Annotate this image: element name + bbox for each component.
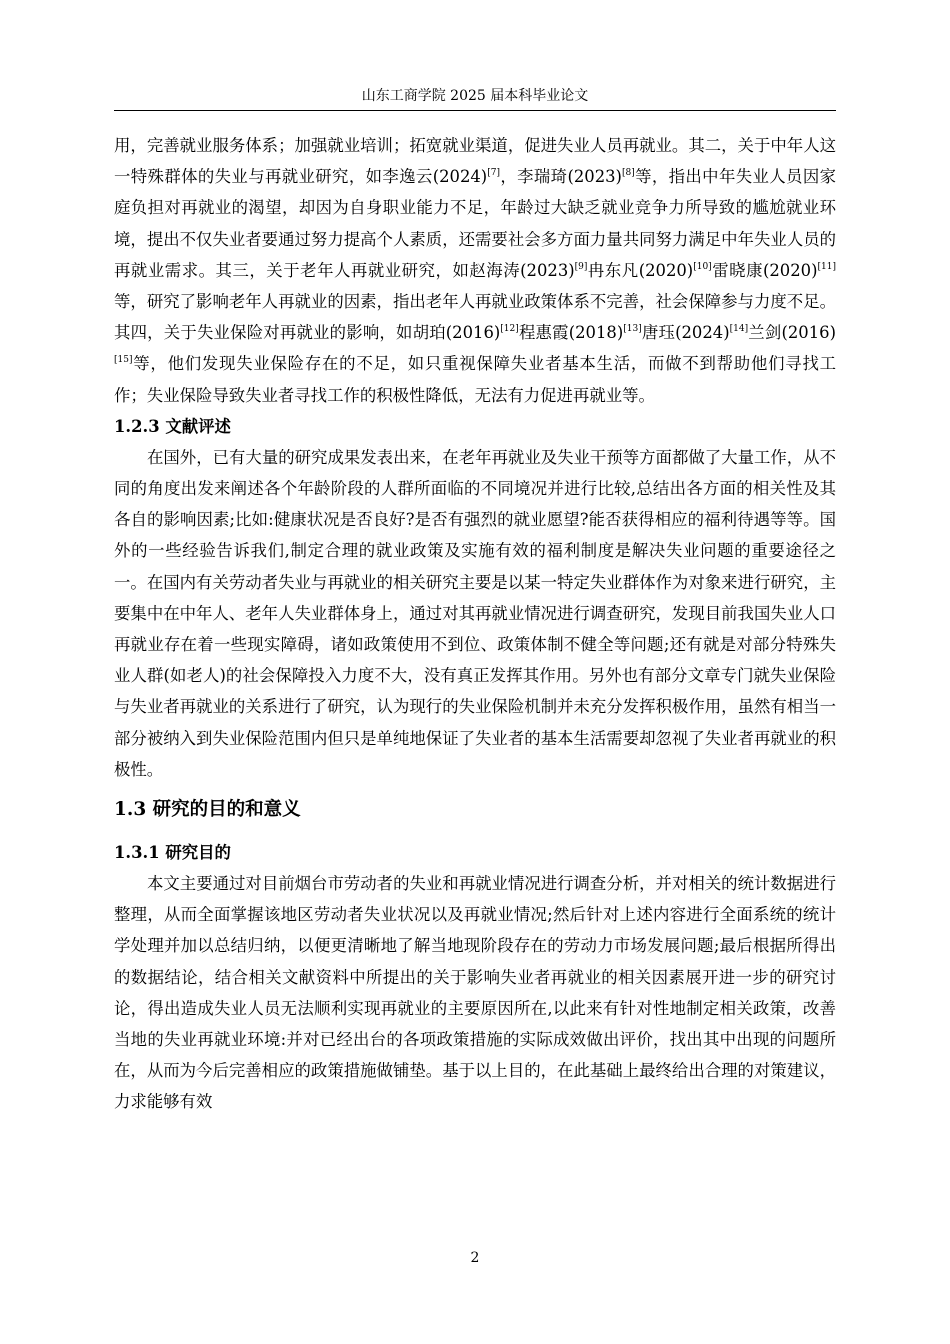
citation-ref: [8]	[621, 168, 635, 179]
research-purpose-paragraph: 本文主要通过对目前烟台市劳动者的失业和再就业情况进行调查分析，并对相关的统计数据进行整理，从而全面掌握该地区劳动者失业状况以及再就业情况;然后针对上述内容进行全面系统的统计学处理并加以总结归纳，以便更清晰地了解当地现阶段存在的劳动力市场发展问题;最后根据所得出的数据结论，结合相关文献资料中所提出的关于影响失业者再就业的相关因素展开进一步的研究讨论，得出造成失业人员无法顺利实现再就业的主要原因所在,以此来有针对性地制定相关政策，改善当地的失业再就业环境:并对已经出台的各项政策措施的实际成效做出评价，找出其中出现的问题所在，从而为今后完善相应的政策措施做铺垫。基于以上目的，在此基础上最终给出合理的对策建议，力求能够有效	[114, 874, 836, 1112]
citation-ref: [15]	[114, 355, 133, 366]
citation-ref: [9]	[574, 261, 588, 272]
citation-ref: [7]	[487, 168, 500, 179]
section-heading-1-2-3: 1.2.3 文献评述	[114, 416, 231, 436]
header-title: 山东工商学院 2025 届本科毕业论文	[361, 88, 589, 104]
text-run: 用，完善就业服务体系；加强就业培训；拓宽就业渠道，促进失业人员再就业。其二，关于中年人这一特殊群体的失业与再就业研究，如李逸云(2024)	[114, 136, 836, 187]
text-run: 等，他们发现失业保险存在的不足，如只重视保障失业者基本生活，而做不到帮助他们寻找工作；失业保险导致失业者寻找工作的积极性降低，无法有力促进再就业等。	[114, 354, 836, 405]
literature-review-paragraph: 在国外，已有大量的研究成果发表出来，在老年再就业及失业干预等方面都做了大量工作，从不同的角度出发来阐述各个年龄阶段的人群所面临的不同境况并进行比较,总结出各方面的相关性及其各自的影响因素;比如:健康状况是否良好?是否有强烈的就业愿望?能否获得相应的福利待遇等等。国外的一些经验告诉我们,制定合理的就业政策及实施有效的福利制度是解决失业问题的重要途径之一。在国内有关劳动者失业与再就业的相关研究主要是以某一特定失业群体作为对象来进行研究，主要集中在中年人、老年人失业群体身上，通过对其再就业情况进行调查研究，发现目前我国失业人口再就业存在着一些现实障碍，诸如政策使用不到位、政策体制不健全等问题;还有就是对部分特殊失业人群(如老人)的社会保障投入力度不大，没有真正发挥其作用。另外也有部分文章专门就失业保险与失业者再就业的关系进行了研究，认为现行的失业保险机制并未充分发挥积极作用，虽然有相当一部分被纳入到失业保险范围内但只是单纯地保证了失业者的基本生活需要却忽视了失业者再就业的积极性。	[114, 447, 836, 779]
text-run: 唐珏(2024)	[641, 323, 730, 343]
citation-ref: [11]	[817, 261, 836, 272]
continued-paragraph	[114, 130, 836, 411]
section-heading-1-3-1: 1.3.1 研究目的	[114, 843, 231, 863]
page-footer	[0, 1250, 950, 1266]
text-run: 等，研究了影响老年人再就业的因素，指出老年人再就业政策体系不完善，社会保障参与力度不足。其四，关于失业保险对再就业的影响，如胡珀(2016)	[114, 292, 836, 343]
citation-ref: [10]	[693, 261, 712, 272]
text-run: 程惠霞(2018)	[518, 323, 624, 343]
text-run: 等，指出中年失业人员因家庭负担对再就业的渴望，却因为自身职业能力不足，年龄过大缺乏就业竞争力所导致的尴尬就业环境，提出不仅失业者要通过努力提高个人素质，还需要社会多方面力量共同努力满足中年失业人员的再就业需求。其三，关于老年人再就业研究，如赵海涛(2023)	[114, 167, 836, 280]
page-header	[114, 86, 836, 111]
text-run: 雷晓康(2020)	[711, 260, 818, 280]
page-body	[114, 130, 836, 1118]
page-number: 2	[470, 1250, 480, 1266]
text-run: ，李瑞琦(2023)	[499, 167, 622, 187]
text-run: 兰剑(2016)	[748, 323, 836, 343]
citation-ref: [14]	[729, 324, 749, 335]
citation-ref: [13]	[623, 324, 642, 335]
citation-ref: [12]	[500, 324, 519, 335]
text-run: 冉东凡(2020)	[587, 260, 694, 280]
section-heading-1-3: 1.3 研究的目的和意义	[114, 799, 301, 821]
